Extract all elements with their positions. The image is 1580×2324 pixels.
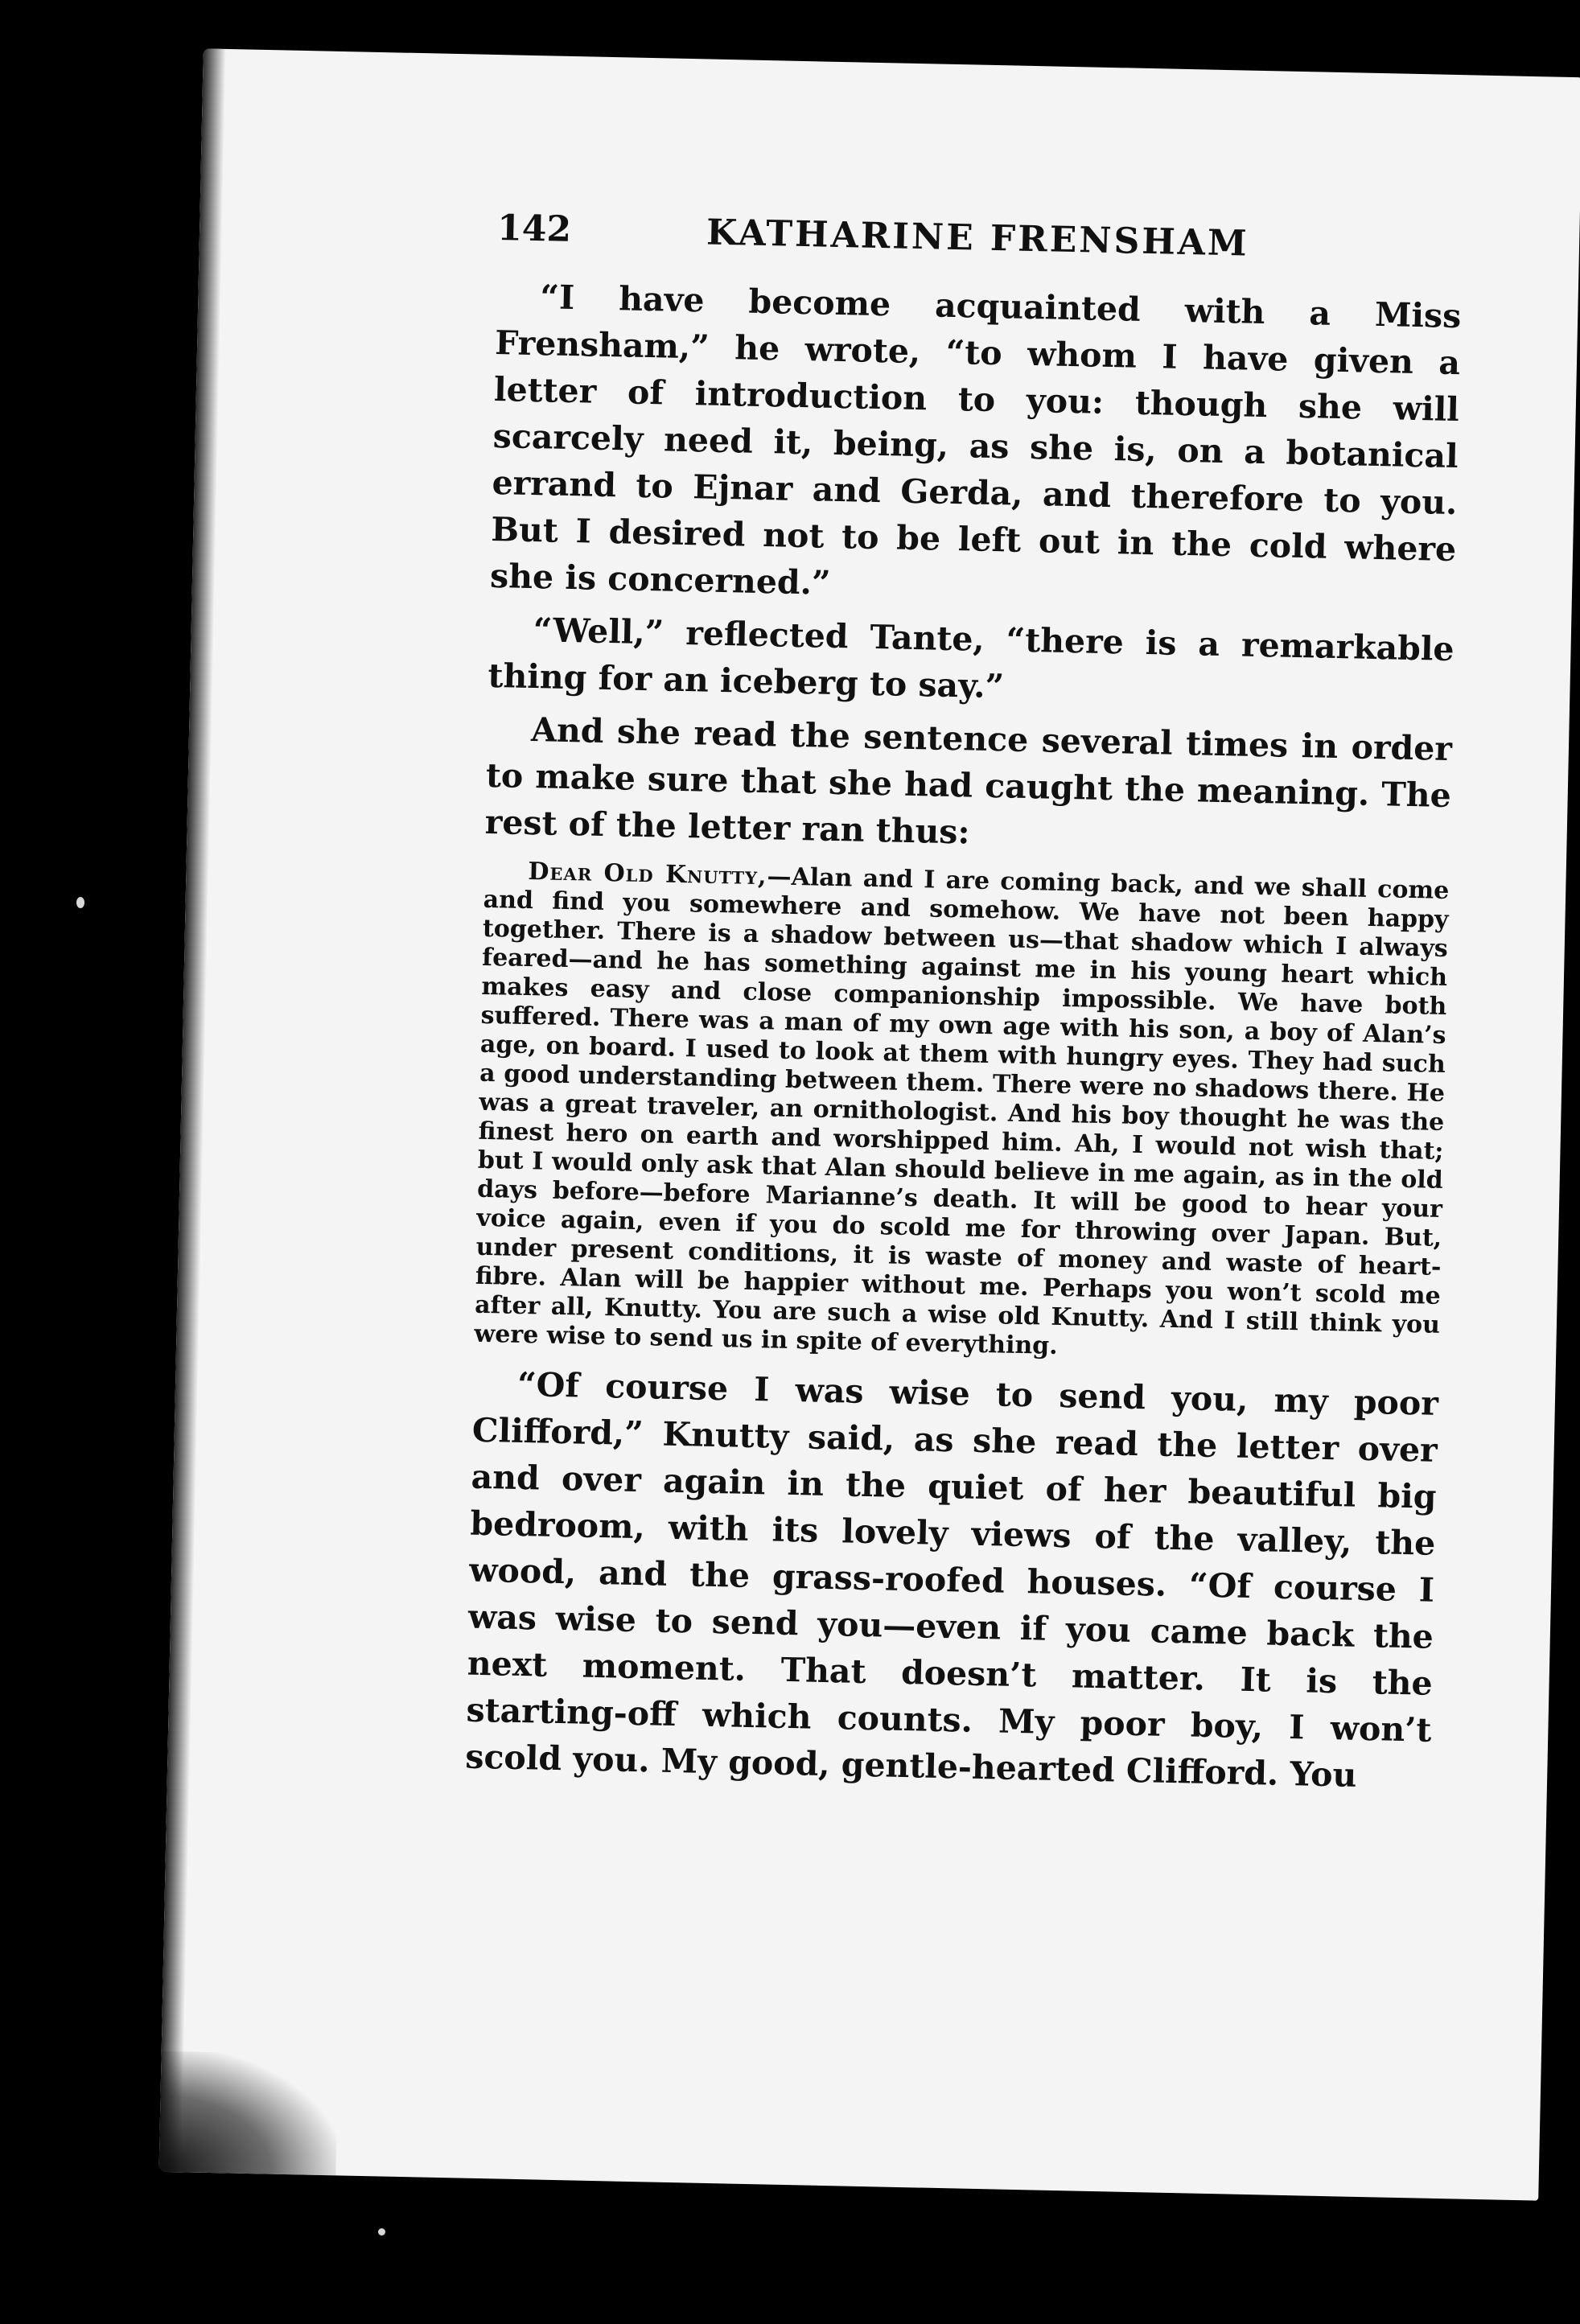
- quoted-letter: [474, 857, 1450, 1369]
- dust-speck: [76, 897, 84, 908]
- paragraph: “I have become acquainted with a Miss Frensham,” he wrote, “to whom I have given a letter of introduction to you: though she will scarcely need it, being, as she is, on a botanical errand to Ejnar and Gerda, and therefore to you. But I desired not to be left out in the cold where she is concerned.”: [489, 278, 1462, 603]
- letter-text: —Alan and I are coming back, and we shall come and find you somewhere and somehow. We have not been happy together. There is a shadow between us—that shadow which I always feared—and he has something against me in his young heart which makes easy and close companionship impossible. We have both suffered. There was a man of my own age with his son, a boy of Alan’s age, on board. I used to look at them with hungry eyes. They had such a good understanding between them. There were no shadows there. He was a great traveler, an ornithologist. And his boy thought he was the finest hero on earth and worshipped him. Ah, I would not wish that; but I would only ask that Alan should believe in me again, as in the old days before—before Marianne’s death. It will be good to hear your voice again, even if you do scold me for throwing over Japan. But, under present conditions, it is waste of money and waste of heart-fibre. Alan will be happier without me. Perhaps you won’t scold me after all, Knutty. You are such a wise old Knutty. And I still think you were wise to send us in spite of everything.: [474, 862, 1450, 1360]
- paragraph: “Well,” reflected Tante, “there is a remarkable thing for an iceberg to say.”: [488, 611, 1455, 706]
- page-text: [465, 208, 1463, 1807]
- page-edge-shadow: [159, 48, 226, 2172]
- paragraph: “Of course I was wise to send you, my poor Clifford,” Knutty said, as she read the letter over and over again in the quiet of her beautiful big bedroom, with its lovely views of the valley, the wood, and the grass-roofed houses. “Of course I was wise to send you—even if you came back the next moment. That doesn’t matter. It is the starting-off which counts. My poor boy, I won’t scold you. My good, gentle-hearted Clifford. You: [464, 1364, 1439, 1795]
- dust-speck: [378, 2228, 385, 2236]
- running-head: [497, 208, 1463, 269]
- paragraph: And she read the sentence several times in order to make sure that she had caught the meaning. The rest of the letter ran thus:: [484, 710, 1453, 852]
- book-page: [159, 48, 1580, 2200]
- book-title: KATHARINE FRENSHAM: [706, 212, 1250, 265]
- letter-salutation: Dear Old Knutty,: [528, 858, 767, 891]
- page-corner-shadow: [159, 2051, 339, 2176]
- page-number: 142: [496, 208, 572, 250]
